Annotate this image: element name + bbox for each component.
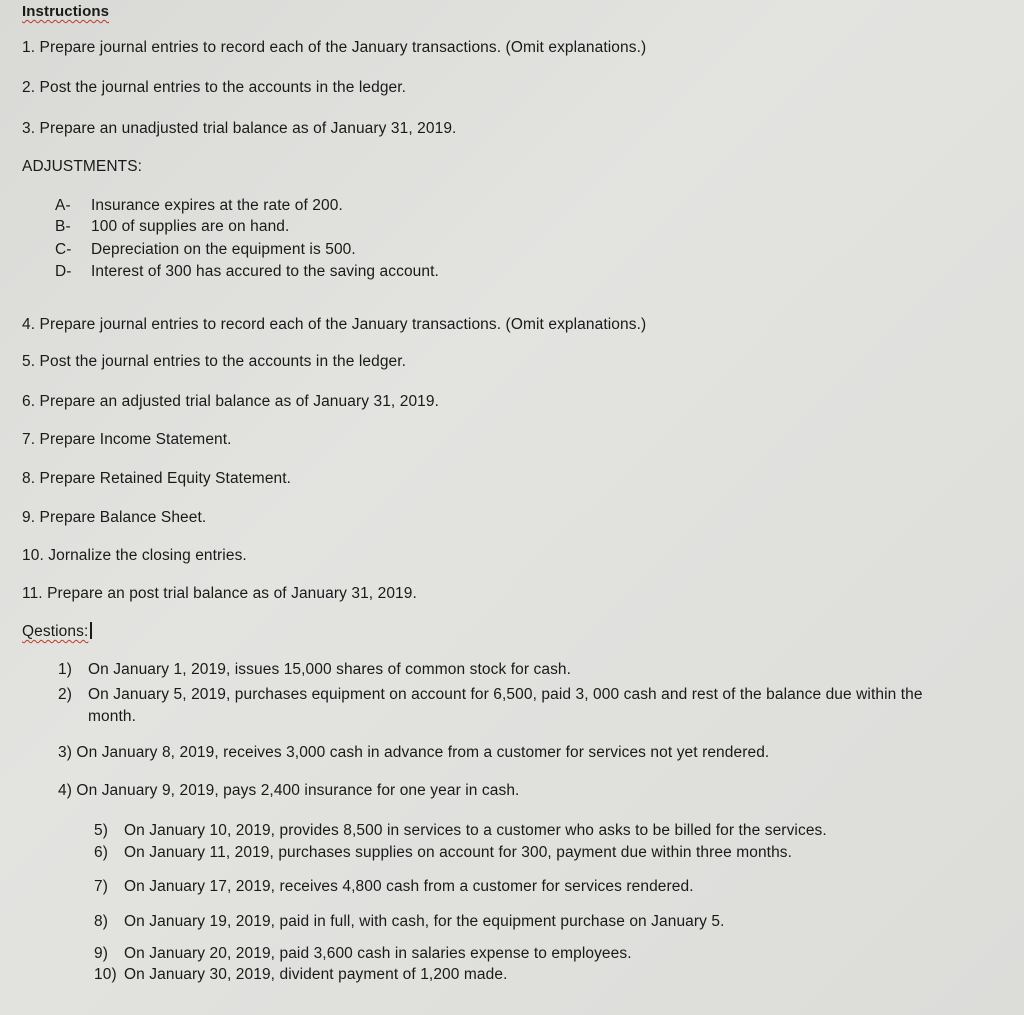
adjustment-text: 100 of supplies are on hand. <box>91 218 290 235</box>
text-cursor <box>90 622 92 639</box>
question-text: On January 20, 2019, paid 3,600 cash in salaries expense to employees. <box>124 945 632 962</box>
question-text: On January 8, 2019, receives 3,000 cash in advance from a customer for services not yet rendered. <box>76 744 770 761</box>
questions-heading <box>22 622 92 641</box>
question-6 <box>94 843 792 862</box>
adjustment-label: C- <box>55 241 72 258</box>
question-2-continuation: month. <box>88 708 136 725</box>
adjustment-text: Interest of 300 has accured to the saving account. <box>91 263 439 280</box>
question-text: On January 30, 2019, divident payment of 1,200 made. <box>124 966 508 983</box>
instruction-3: 3. Prepare an unadjusted trial balance as of January 31, 2019. <box>22 120 457 137</box>
step-4: 4. Prepare journal entries to record each of the January transactions. (Omit explanations.) <box>22 316 647 333</box>
step-8: 8. Prepare Retained Equity Statement. <box>22 470 292 487</box>
questions-heading-text: Qestions: <box>22 623 89 640</box>
question-number: 9) <box>94 945 108 962</box>
question-text: On January 9, 2019, pays 2,400 insurance for one year in cash. <box>76 782 520 799</box>
question-text: On January 1, 2019, issues 15,000 shares of common stock for cash. <box>88 661 572 678</box>
adjustment-d <box>55 262 439 281</box>
step-11: 11. Prepare an post trial balance as of January 31, 2019. <box>22 585 417 602</box>
step-7: 7. Prepare Income Statement. <box>22 431 232 448</box>
instructions-title: Instructions <box>22 3 110 20</box>
step-9: 9. Prepare Balance Sheet. <box>22 509 207 526</box>
adjustment-a <box>55 196 343 215</box>
question-10 <box>94 965 507 984</box>
adjustment-text: Depreciation on the equipment is 500. <box>91 241 356 258</box>
question-7 <box>94 877 694 896</box>
adjustment-text: Insurance expires at the rate of 200. <box>91 197 343 214</box>
adjustments-heading: ADJUSTMENTS: <box>22 158 143 175</box>
question-text: On January 19, 2019, paid in full, with cash, for the equipment purchase on January 5. <box>124 913 725 930</box>
question-number: 6) <box>94 844 108 861</box>
question-text: On January 17, 2019, receives 4,800 cash from a customer for services rendered. <box>124 878 694 895</box>
question-number: 7) <box>94 878 108 895</box>
question-9 <box>94 944 632 963</box>
question-number: 3) <box>58 744 72 761</box>
question-1 <box>58 660 571 679</box>
instruction-2: 2. Post the journal entries to the accounts in the ledger. <box>22 79 407 96</box>
step-10: 10. Jornalize the closing entries. <box>22 547 247 564</box>
question-2 <box>58 685 923 704</box>
question-number: 10) <box>94 966 117 983</box>
question-number: 8) <box>94 913 108 930</box>
instruction-1: 1. Prepare journal entries to record each of the January transactions. (Omit explanations.) <box>22 39 647 56</box>
question-text: On January 10, 2019, provides 8,500 in services to a customer who asks to be billed for the services. <box>124 822 827 839</box>
question-text: On January 5, 2019, purchases equipment on account for 6,500, paid 3, 000 cash and rest of the balance due within the <box>88 686 923 703</box>
adjustment-c <box>55 240 356 259</box>
step-5: 5. Post the journal entries to the accounts in the ledger. <box>22 353 407 370</box>
question-number: 4) <box>58 782 72 799</box>
question-3 <box>58 743 769 762</box>
question-text: On January 11, 2019, purchases supplies on account for 300, payment due within three months. <box>124 844 793 861</box>
question-number: 5) <box>94 822 108 839</box>
adjustment-label: D- <box>55 263 72 280</box>
question-number: 2) <box>58 686 72 703</box>
step-6: 6. Prepare an adjusted trial balance as of January 31, 2019. <box>22 393 440 410</box>
adjustment-label: A- <box>55 197 71 214</box>
adjustment-label: B- <box>55 218 71 235</box>
question-5 <box>94 821 827 840</box>
question-4 <box>58 781 519 800</box>
adjustment-b <box>55 217 289 236</box>
question-8 <box>94 912 725 931</box>
question-number: 1) <box>58 661 72 678</box>
